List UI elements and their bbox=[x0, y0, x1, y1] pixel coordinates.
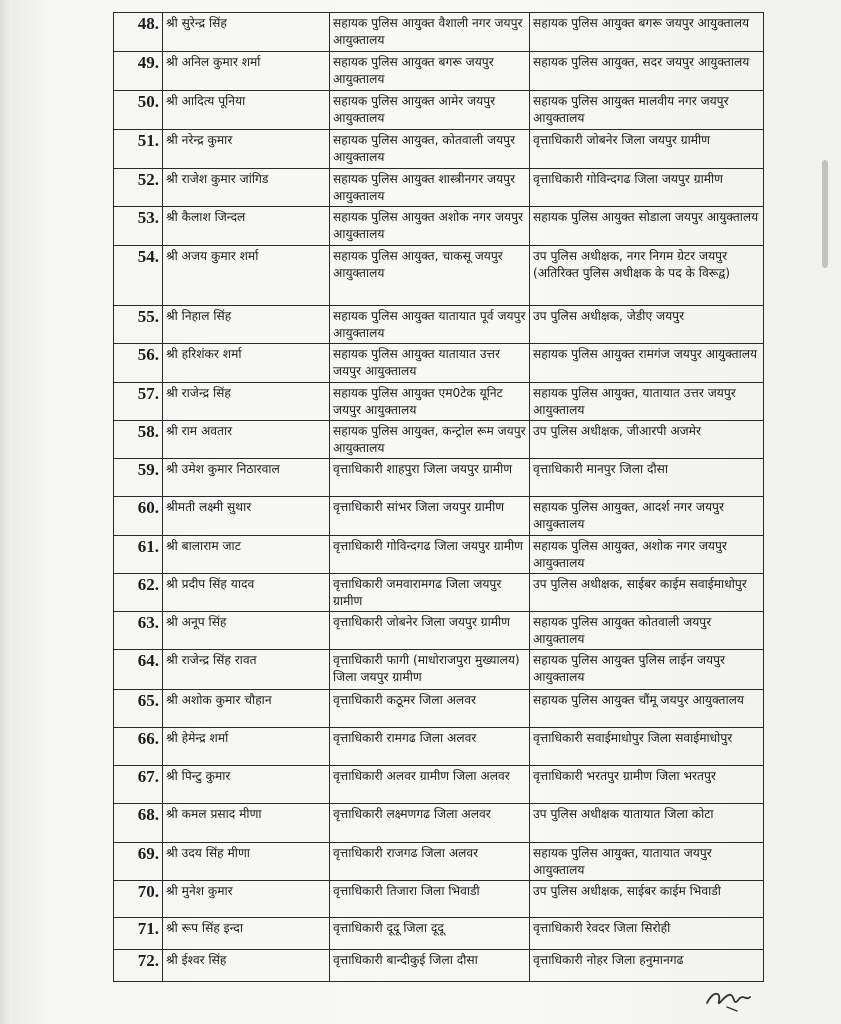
new-posting: उप पुलिस अधीक्षक, जीआरपी अजमेर bbox=[530, 421, 764, 459]
serial-number: 48. bbox=[114, 13, 163, 52]
table-row bbox=[114, 344, 764, 383]
new-posting: वृत्ताधिकारी सवाईमाधोपुर जिला सवाईमाधोपुर bbox=[530, 728, 764, 766]
new-posting: उप पुलिस अधीक्षक, नगर निगम ग्रेटर जयपुर (अतिरिक्त पुलिस अधीक्षक के पद के विरूद्व) bbox=[530, 246, 764, 306]
transfer-table-body bbox=[114, 13, 764, 982]
officer-name: श्री कमल प्रसाद मीणा bbox=[163, 804, 330, 843]
officer-name: श्री सुरेन्द्र सिंह bbox=[163, 13, 330, 52]
table-row bbox=[114, 612, 764, 650]
table-row bbox=[114, 207, 764, 246]
officer-name: श्री रूप सिंह इन्दा bbox=[163, 918, 330, 950]
officer-name: श्री अनिल कुमार शर्मा bbox=[163, 52, 330, 91]
table-row bbox=[114, 246, 764, 306]
new-posting: वृत्ताधिकारी नोहर जिला हनुमानगढ bbox=[530, 950, 764, 982]
serial-number: 53. bbox=[114, 207, 163, 246]
current-posting: सहायक पुलिस आयुक्त शास्त्रीनगर जयपुर आयुक्तालय bbox=[330, 169, 530, 207]
signature-mark bbox=[703, 985, 753, 1015]
current-posting: वृत्ताधिकारी शाहपुरा जिला जयपुर ग्रामीण bbox=[330, 459, 530, 497]
officer-name: श्री आदित्य पूनिया bbox=[163, 91, 330, 130]
current-posting: सहायक पुलिस आयुक्त एम0टेक यूनिट जयपुर आयुक्तालय bbox=[330, 383, 530, 421]
serial-number: 72. bbox=[114, 950, 163, 982]
new-posting: सहायक पुलिस आयुक्त सोडाला जयपुर आयुक्तालय bbox=[530, 207, 764, 246]
page-edge-shadow bbox=[0, 0, 12, 1024]
serial-number: 55. bbox=[114, 306, 163, 344]
current-posting: वृत्ताधिकारी अलवर ग्रामीण जिला अलवर bbox=[330, 766, 530, 804]
table-row bbox=[114, 306, 764, 344]
officer-name: श्री नरेन्द्र कुमार bbox=[163, 130, 330, 169]
serial-number: 62. bbox=[114, 574, 163, 612]
current-posting: सहायक पुलिस आयुक्त, कोतवाली जयपुर आयुक्तालय bbox=[330, 130, 530, 169]
current-posting: वृत्ताधिकारी जमवारामगढ जिला जयपुर ग्रामीण bbox=[330, 574, 530, 612]
table-row bbox=[114, 421, 764, 459]
serial-number: 61. bbox=[114, 536, 163, 574]
serial-number: 54. bbox=[114, 246, 163, 306]
serial-number: 69. bbox=[114, 843, 163, 881]
serial-number: 66. bbox=[114, 728, 163, 766]
serial-number: 49. bbox=[114, 52, 163, 91]
officer-name: श्री कैलाश जिन्दल bbox=[163, 207, 330, 246]
table-row bbox=[114, 13, 764, 52]
current-posting: वृत्ताधिकारी गोविन्दगढ जिला जयपुर ग्रामीण bbox=[330, 536, 530, 574]
officer-name: श्री राजेश कुमार जांगिड bbox=[163, 169, 330, 207]
new-posting: सहायक पुलिस आयुक्त मालवीय नगर जयपुर आयुक्तालय bbox=[530, 91, 764, 130]
new-posting: उप पुलिस अधीक्षक, साईबर काईम सवाईमाधोपुर bbox=[530, 574, 764, 612]
current-posting: सहायक पुलिस आयुक्त आमेर जयपुर आयुक्तालय bbox=[330, 91, 530, 130]
table-row bbox=[114, 497, 764, 536]
table-row bbox=[114, 383, 764, 421]
new-posting: सहायक पुलिस आयुक्त, यातायात जयपुर आयुक्तालय bbox=[530, 843, 764, 881]
serial-number: 52. bbox=[114, 169, 163, 207]
current-posting: वृत्ताधिकारी लक्ष्मणगढ जिला अलवर bbox=[330, 804, 530, 843]
officer-name: श्री पिन्टु कुमार bbox=[163, 766, 330, 804]
officer-name: श्री मुनेश कुमार bbox=[163, 881, 330, 918]
serial-number: 59. bbox=[114, 459, 163, 497]
officer-name: श्री उमेश कुमार निठारवाल bbox=[163, 459, 330, 497]
officer-name: श्री अनूप सिंह bbox=[163, 612, 330, 650]
serial-number: 58. bbox=[114, 421, 163, 459]
new-posting: उप पुलिस अधीक्षक, साईबर काईम भिवाडी bbox=[530, 881, 764, 918]
table-row bbox=[114, 52, 764, 91]
serial-number: 60. bbox=[114, 497, 163, 536]
officer-name: श्री प्रदीप सिंह यादव bbox=[163, 574, 330, 612]
current-posting: वृत्ताधिकारी जोबनेर जिला जयपुर ग्रामीण bbox=[330, 612, 530, 650]
new-posting: सहायक पुलिस आयुक्त चौंमू जयपुर आयुक्तालय bbox=[530, 690, 764, 728]
current-posting: वृत्ताधिकारी बान्दीकुई जिला दौसा bbox=[330, 950, 530, 982]
officer-name: श्री ईश्वर सिंह bbox=[163, 950, 330, 982]
current-posting: वृत्ताधिकारी राजगढ जिला अलवर bbox=[330, 843, 530, 881]
officer-name: श्री राजेन्द्र सिंह रावत bbox=[163, 650, 330, 690]
officer-name: श्री राजेन्द्र सिंह bbox=[163, 383, 330, 421]
current-posting: सहायक पुलिस आयुक्त वैशाली नगर जयपुर आयुक्तालय bbox=[330, 13, 530, 52]
new-posting: वृत्ताधिकारी गोविन्दगढ जिला जयपुर ग्रामीण bbox=[530, 169, 764, 207]
serial-number: 70. bbox=[114, 881, 163, 918]
scrollbar-thumb[interactable] bbox=[822, 160, 828, 268]
serial-number: 64. bbox=[114, 650, 163, 690]
table-row bbox=[114, 650, 764, 690]
table-row bbox=[114, 91, 764, 130]
officer-name: श्रीमती लक्ष्मी सुथार bbox=[163, 497, 330, 536]
serial-number: 71. bbox=[114, 918, 163, 950]
current-posting: सहायक पुलिस आयुक्त यातायात पूर्व जयपुर आयुक्तालय bbox=[330, 306, 530, 344]
table-row bbox=[114, 918, 764, 950]
serial-number: 51. bbox=[114, 130, 163, 169]
table-row bbox=[114, 950, 764, 982]
current-posting: सहायक पुलिस आयुक्त, चाकसू जयपुर आयुक्तालय bbox=[330, 246, 530, 306]
current-posting: वृत्ताधिकारी फागी (माधोराजपुरा मुख्यालय) जिला जयपुर ग्रामीण bbox=[330, 650, 530, 690]
new-posting: सहायक पुलिस आयुक्त रामगंज जयपुर आयुक्तालय bbox=[530, 344, 764, 383]
new-posting: वृत्ताधिकारी जोबनेर जिला जयपुर ग्रामीण bbox=[530, 130, 764, 169]
new-posting: वृत्ताधिकारी रेवदर जिला सिरोही bbox=[530, 918, 764, 950]
new-posting: सहायक पुलिस आयुक्त बगरू जयपुर आयुक्तालय bbox=[530, 13, 764, 52]
new-posting: सहायक पुलिस आयुक्त, अशोक नगर जयपुर आयुक्तालय bbox=[530, 536, 764, 574]
current-posting: वृत्ताधिकारी दूदू जिला दूदू bbox=[330, 918, 530, 950]
table-row bbox=[114, 766, 764, 804]
transfer-table bbox=[113, 12, 764, 982]
table-row bbox=[114, 881, 764, 918]
serial-number: 56. bbox=[114, 344, 163, 383]
officer-name: श्री अशोक कुमार चौहान bbox=[163, 690, 330, 728]
table-row bbox=[114, 843, 764, 881]
officer-name: श्री हरिशंकर शर्मा bbox=[163, 344, 330, 383]
current-posting: सहायक पुलिस आयुक्त बगरू जयपुर आयुक्तालय bbox=[330, 52, 530, 91]
officer-name: श्री निहाल सिंह bbox=[163, 306, 330, 344]
new-posting: वृत्ताधिकारी मानपुर जिला दौसा bbox=[530, 459, 764, 497]
new-posting: सहायक पुलिस आयुक्त पुलिस लाईन जयपुर आयुक्तालय bbox=[530, 650, 764, 690]
new-posting: उप पुलिस अधीक्षक यातायात जिला कोटा bbox=[530, 804, 764, 843]
officer-name: श्री हेमेन्द्र शर्मा bbox=[163, 728, 330, 766]
serial-number: 63. bbox=[114, 612, 163, 650]
current-posting: वृत्ताधिकारी कठूमर जिला अलवर bbox=[330, 690, 530, 728]
new-posting: उप पुलिस अधीक्षक, जेडीए जयपुर bbox=[530, 306, 764, 344]
table-row bbox=[114, 459, 764, 497]
current-posting: वृत्ताधिकारी सांभर जिला जयपुर ग्रामीण bbox=[330, 497, 530, 536]
current-posting: सहायक पुलिस आयुक्त अशोक नगर जयपुर आयुक्तालय bbox=[330, 207, 530, 246]
new-posting: सहायक पुलिस आयुक्त, सदर जयपुर आयुक्तालय bbox=[530, 52, 764, 91]
new-posting: सहायक पुलिस आयुक्त, आदर्श नगर जयपुर आयुक्तालय bbox=[530, 497, 764, 536]
serial-number: 67. bbox=[114, 766, 163, 804]
current-posting: सहायक पुलिस आयुक्त यातायात उत्तर जयपुर आयुक्तालय bbox=[330, 344, 530, 383]
current-posting: वृत्ताधिकारी तिजारा जिला भिवाडी bbox=[330, 881, 530, 918]
officer-name: श्री अजय कुमार शर्मा bbox=[163, 246, 330, 306]
table-row bbox=[114, 536, 764, 574]
table-row bbox=[114, 574, 764, 612]
table-row bbox=[114, 169, 764, 207]
serial-number: 57. bbox=[114, 383, 163, 421]
table-row bbox=[114, 130, 764, 169]
current-posting: वृत्ताधिकारी रामगढ जिला अलवर bbox=[330, 728, 530, 766]
officer-name: श्री उदय सिंह मीणा bbox=[163, 843, 330, 881]
current-posting: सहायक पुलिस आयुक्त, कन्ट्रोल रूम जयपुर आयुक्तालय bbox=[330, 421, 530, 459]
new-posting: सहायक पुलिस आयुक्त कोतवाली जयपुर आयुक्तालय bbox=[530, 612, 764, 650]
serial-number: 68. bbox=[114, 804, 163, 843]
officer-name: श्री बालाराम जाट bbox=[163, 536, 330, 574]
table-row bbox=[114, 728, 764, 766]
table-row bbox=[114, 690, 764, 728]
serial-number: 50. bbox=[114, 91, 163, 130]
new-posting: सहायक पुलिस आयुक्त, यातायात उत्तर जयपुर आयुक्तालय bbox=[530, 383, 764, 421]
table-row bbox=[114, 804, 764, 843]
serial-number: 65. bbox=[114, 690, 163, 728]
new-posting: वृत्ताधिकारी भरतपुर ग्रामीण जिला भरतपुर bbox=[530, 766, 764, 804]
officer-name: श्री राम अवतार bbox=[163, 421, 330, 459]
